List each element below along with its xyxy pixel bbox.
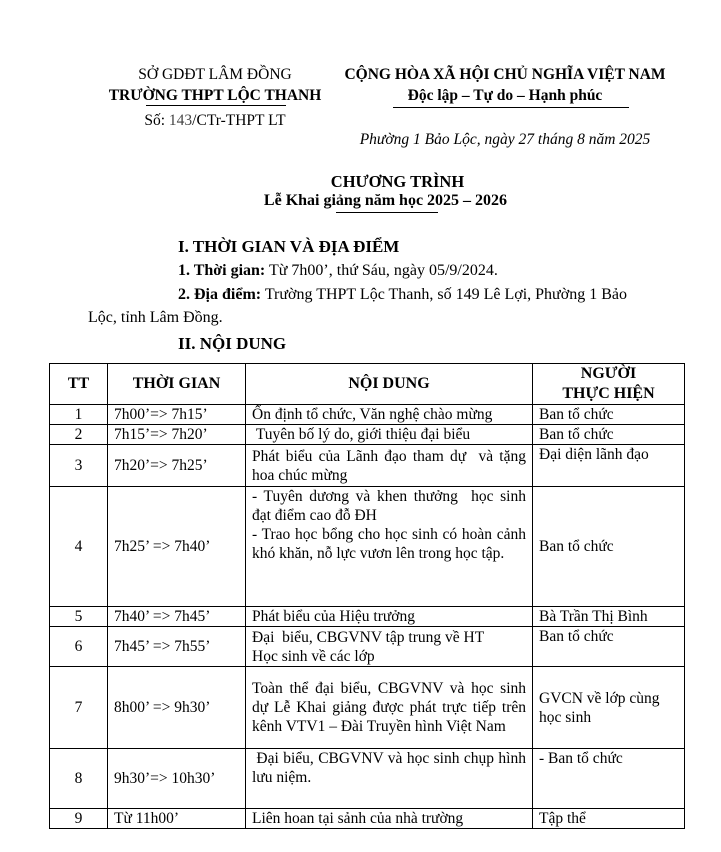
section-1-place: [178, 286, 678, 304]
cell-tt: 5: [50, 607, 108, 627]
responsible-line: Ban tổ chức: [539, 628, 614, 645]
header-responsible-line2: THỰC HIỆN: [562, 385, 655, 402]
content-line: Toàn thể đại biểu, CBGVNV và học sinh dự Lễ Khai giảng được phát trực tiếp trên kênh VTV1 – Đài Truyền hình Việt Nam: [252, 680, 530, 735]
cell-time: 8h00’ => 9h30’: [108, 667, 246, 749]
cell-time: 9h30’=> 10h30’: [108, 749, 246, 809]
school-name-underline: [146, 105, 286, 106]
content-line: Phát biểu của Lãnh đạo tham dự và tặng hoa chúc mừng: [252, 447, 530, 484]
responsible-line: Tập thể: [539, 810, 586, 827]
responsible-line: Ban tổ chức: [539, 538, 614, 555]
header-responsible-line1: NGƯỜI: [580, 365, 637, 382]
section-1-time: [178, 262, 498, 280]
responsible-line: Đại diện lãnh đạo: [539, 446, 649, 463]
national-title: CỘNG HÒA XÃ HỘI CHỦ NGHĨA VIỆT NAM: [344, 66, 666, 83]
table-row: [50, 749, 685, 809]
table-row: [50, 607, 685, 627]
content-line: Tuyên bố lý do, giới thiệu đại biểu: [252, 426, 471, 443]
table-row: [50, 487, 685, 607]
cell-content: [246, 667, 533, 749]
cell-content: [246, 627, 533, 667]
content-line: - Tuyên dương và khen thưởng học sinh đạt điểm cao đỗ ĐH: [252, 488, 530, 524]
doc-number-prefix: Số:: [144, 112, 169, 129]
cell-content: [246, 405, 533, 425]
header-time: THỜI GIAN: [108, 364, 246, 405]
cell-content: [246, 749, 533, 809]
cell-content: [246, 487, 533, 607]
content-line: Đại biểu, CBGVNV tập trung về HT: [252, 628, 485, 646]
national-motto: Độc lập – Tự do – Hạnh phúc: [407, 87, 603, 104]
section-2-heading: II. NỘI DUNG: [178, 334, 287, 353]
time-value: Từ 7h00’, thứ Sáu, ngày 05/9/2024.: [265, 262, 498, 279]
org-parent-name: SỞ GDĐT LÂM ĐỒNG: [138, 66, 292, 83]
content-line: Học sinh về các lớp: [252, 647, 375, 665]
document-subtitle: Lễ Khai giảng năm học 2025 – 2026: [263, 192, 508, 209]
place-and-date: Phường 1 Bảo Lộc, ngày 27 tháng 8 năm 2025: [359, 131, 651, 148]
cell-time: Từ 11h00’: [108, 809, 246, 829]
table-row: [50, 667, 685, 749]
cell-content: [246, 809, 533, 829]
responsible-line: Bà Trần Thị Bình: [539, 608, 648, 625]
place-label: 2. Địa điểm:: [178, 286, 262, 303]
cell-tt: 1: [50, 405, 108, 425]
document-title: CHƯƠNG TRÌNH: [330, 172, 465, 191]
cell-responsible: [533, 607, 685, 627]
cell-responsible: [533, 405, 685, 425]
cell-responsible: [533, 425, 685, 445]
cell-tt: 2: [50, 425, 108, 445]
table-row: [50, 425, 685, 445]
content-line: Phát biểu của Hiệu trưởng: [252, 608, 415, 625]
cell-time: 7h40’ => 7h45’: [108, 607, 246, 627]
cell-responsible: [533, 809, 685, 829]
schedule-table: [49, 363, 685, 829]
content-line: Ổn định tổ chức, Văn nghệ chào mừng: [252, 406, 493, 423]
content-line: Đại biểu, CBGVNV và học sinh chụp hình lưu niệm.: [252, 750, 530, 786]
cell-responsible: [533, 749, 685, 809]
content-line: - Trao học bổng cho học sinh có hoàn cảnh khó khăn, nỗ lực vươn lên trong học tập.: [252, 526, 530, 562]
section-1-heading: I. THỜI GIAN VÀ ĐỊA ĐIỂM: [178, 237, 400, 256]
cell-responsible: [533, 627, 685, 667]
motto-underline: [393, 107, 629, 108]
cell-time: 7h15’=> 7h20’: [108, 425, 246, 445]
cell-content: [246, 445, 533, 487]
subtitle-underline: [336, 212, 438, 213]
cell-time: 7h45’ => 7h55’: [108, 627, 246, 667]
cell-responsible: [533, 445, 685, 487]
cell-tt: 3: [50, 445, 108, 487]
org-school-name: TRƯỜNG THPT LỘC THANH: [108, 87, 322, 104]
cell-tt: 4: [50, 487, 108, 607]
cell-time: 7h00’=> 7h15’: [108, 405, 246, 425]
table-row: [50, 445, 685, 487]
cell-tt: 8: [50, 749, 108, 809]
section-1-place-continued: Lộc, tỉnh Lâm Đồng.: [88, 309, 223, 326]
document-number: [95, 112, 335, 130]
cell-responsible: [533, 667, 685, 749]
responsible-line: GVCN về lớp cùng học sinh: [539, 689, 660, 726]
cell-tt: 6: [50, 627, 108, 667]
responsible-line: - Ban tổ chức: [539, 750, 623, 767]
header-content: NỘI DUNG: [246, 364, 533, 405]
place-value: Trường THPT Lộc Thanh, số 149 Lê Lợi, Phường 1 Bảo: [261, 286, 627, 303]
time-label: 1. Thời gian:: [178, 262, 266, 279]
header-responsible: [533, 364, 685, 405]
header-tt: TT: [50, 364, 108, 405]
cell-content: [246, 607, 533, 627]
table-row: [50, 405, 685, 425]
responsible-line: Ban tổ chức: [539, 426, 614, 443]
cell-responsible: [533, 487, 685, 607]
doc-number-value: 143: [168, 112, 193, 129]
table-header-row: [50, 364, 685, 405]
table-row: [50, 627, 685, 667]
cell-tt: 7: [50, 667, 108, 749]
cell-time: 7h25’ => 7h40’: [108, 487, 246, 607]
responsible-line: Ban tổ chức: [539, 406, 614, 423]
doc-number-suffix: /CTr-THPT LT: [192, 112, 286, 129]
cell-content: [246, 425, 533, 445]
content-line: Liên hoan tại sảnh của nhà trường: [252, 810, 464, 827]
cell-time: 7h20’=> 7h25’: [108, 445, 246, 487]
table-row: [50, 809, 685, 829]
cell-tt: 9: [50, 809, 108, 829]
